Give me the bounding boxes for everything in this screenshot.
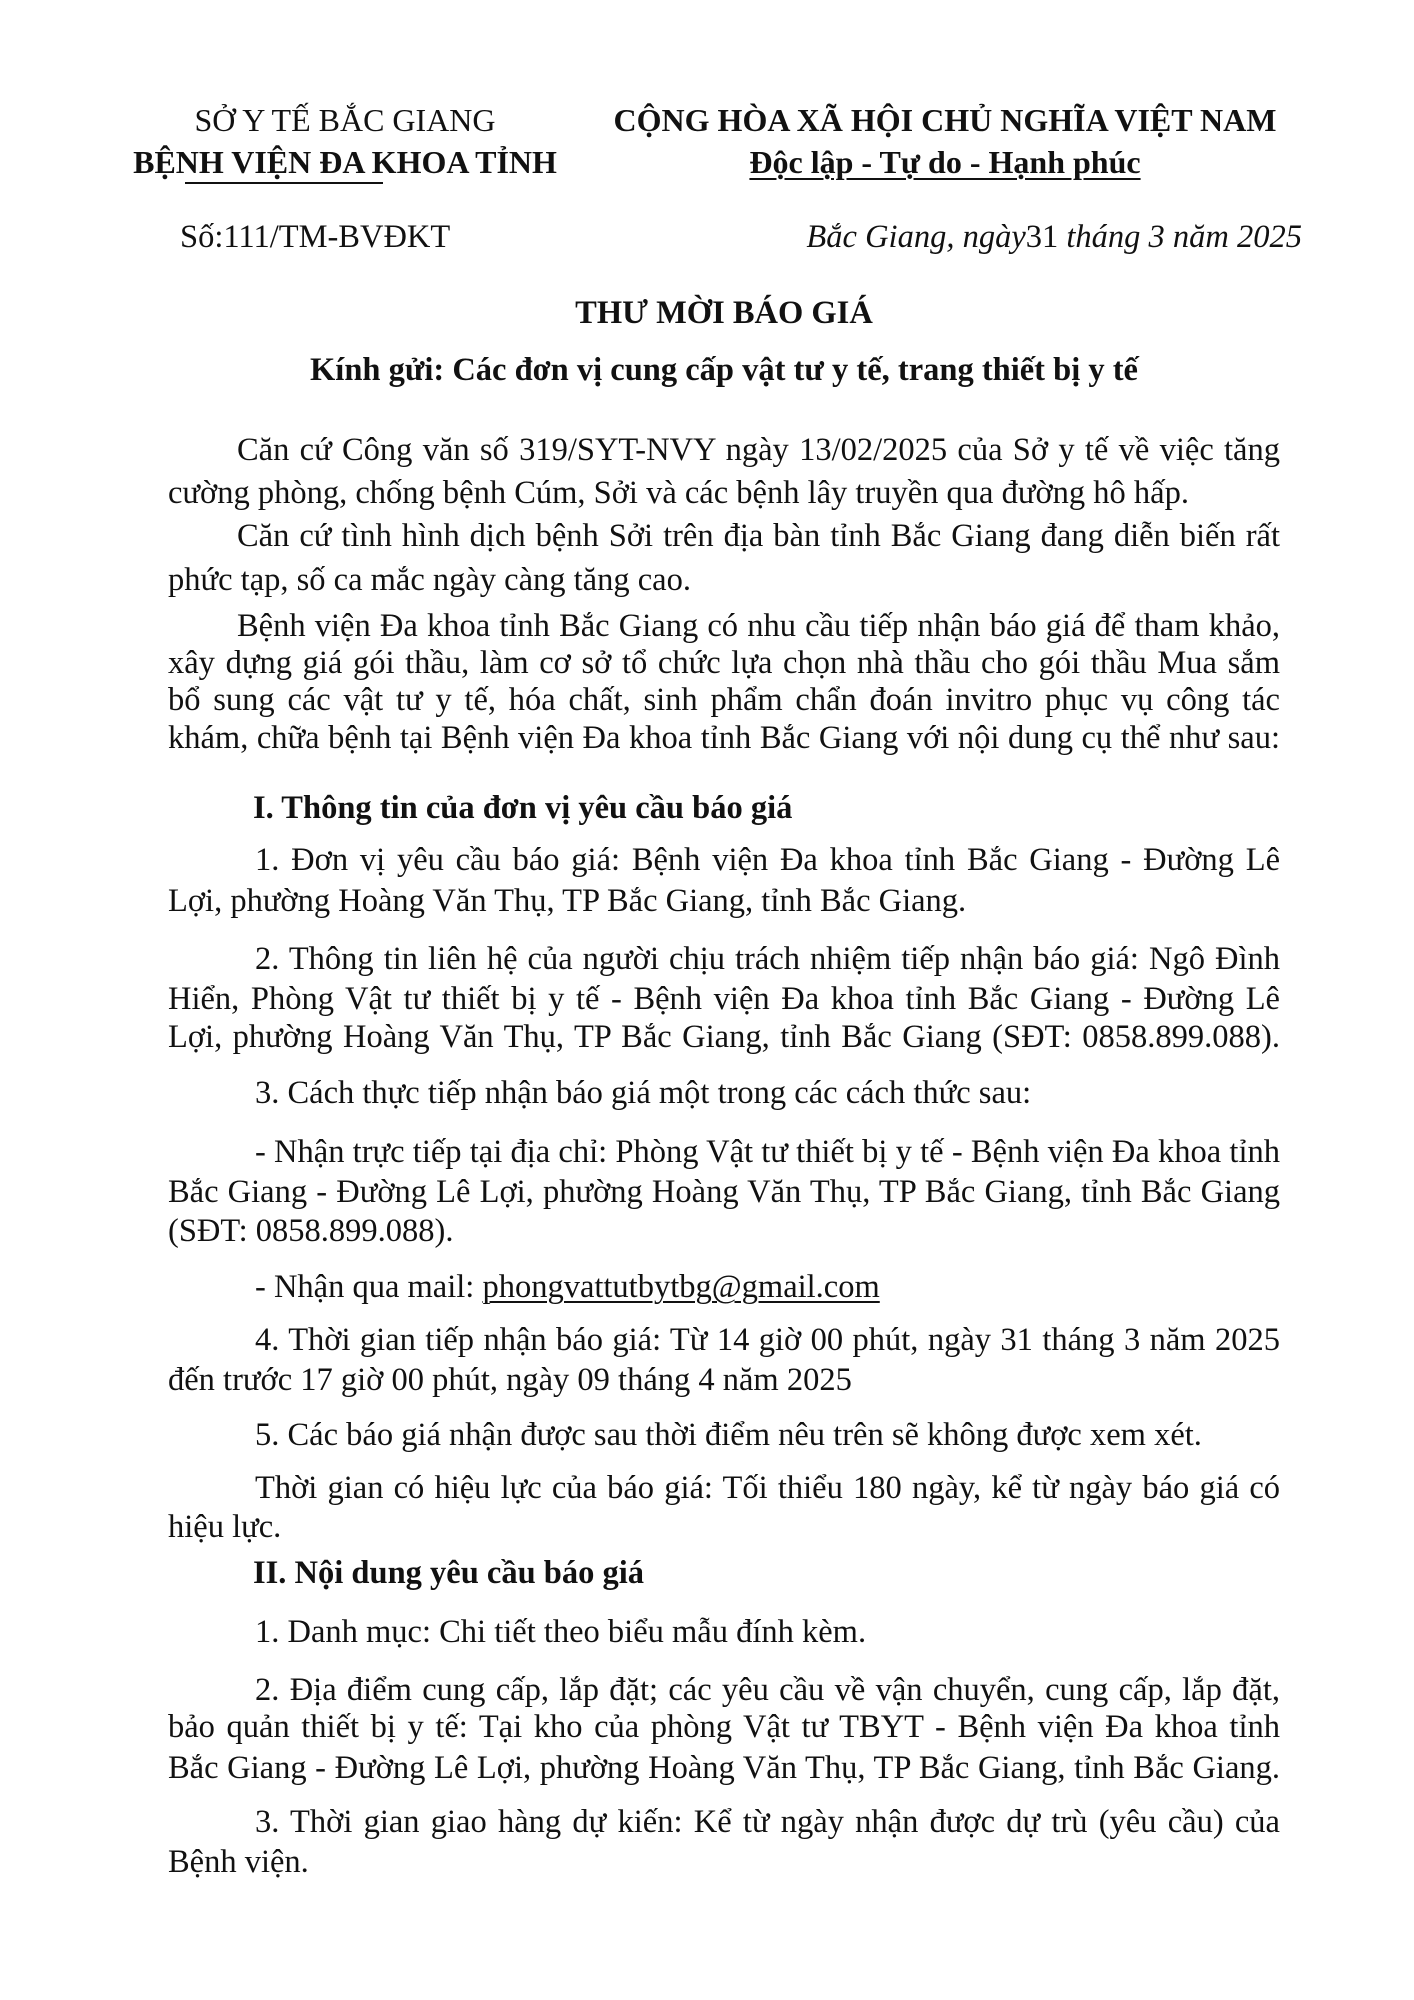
section-1-item-2-line: 2. Thông tin liên hệ của người chịu trách nhiệm tiếp nhận báo giá: Ngô Đình (255, 941, 1280, 977)
document-date (760, 217, 1302, 257)
section-2-item-3-line: Bệnh viện. (168, 1844, 309, 1880)
section-1-item-2-line: Hiển, Phòng Vật tư thiết bị y tế - Bệnh viện Đa khoa tỉnh Bắc Giang - Đường Lê (168, 981, 1280, 1017)
document-number: Số:111/TM-BVĐKT (180, 219, 451, 255)
addressee: Kính gửi: Các đơn vị cung cấp vật tư y tế, trang thiết bị y tế (310, 352, 1138, 388)
section-1-item-3: 3. Cách thực tiếp nhận báo giá một trong các cách thức sau: (255, 1075, 1032, 1111)
date-day: 31 (1025, 219, 1059, 255)
section-1-item-3-direct-line: (SĐT: 0858.899.088). (168, 1213, 454, 1249)
date-prefix: Bắc Giang, ngày (806, 219, 1026, 255)
national-title: CỘNG HÒA XÃ HỘI CHỦ NGHĨA VIỆT NAM (613, 102, 1277, 138)
paragraph-request-line: khám, chữa bệnh tại Bệnh viện Đa khoa tỉnh Bắc Giang với nội dung cụ thể như sau: (168, 720, 1280, 756)
section-2-heading: II. Nội dung yêu cầu báo giá (253, 1555, 644, 1591)
paragraph-request-line: bổ sung các vật tư y tế, hóa chất, sinh phẩm chẩn đoán invitro phục vụ công tác (168, 682, 1280, 718)
paragraph-basis-2-line: phức tạp, số ca mắc ngày càng tăng cao. (168, 562, 691, 598)
date-suffix: tháng 3 năm 2025 (1066, 219, 1302, 255)
paragraph-request-line: Bệnh viện Đa khoa tỉnh Bắc Giang có nhu cầu tiếp nhận báo giá để tham khảo, (237, 608, 1280, 644)
paragraph-basis-1-line: cường phòng, chống bệnh Cúm, Sởi và các bệnh lây truyền qua đường hô hấp. (168, 475, 1189, 511)
section-2-item-1: 1. Danh mục: Chi tiết theo biểu mẫu đính kèm. (255, 1614, 867, 1650)
section-1-item-3-direct-line: Bắc Giang - Đường Lê Lợi, phường Hoàng Văn Thụ, TP Bắc Giang, tỉnh Bắc Giang (168, 1174, 1280, 1210)
paragraph-basis-2-line: Căn cứ tình hình dịch bệnh Sởi trên địa bàn tỉnh Bắc Giang đang diễn biến rất (237, 518, 1280, 554)
section-1-item-4-line: 4. Thời gian tiếp nhận báo giá: Từ 14 giờ 00 phút, ngày 31 tháng 3 năm 2025 (255, 1322, 1280, 1358)
section-1-item-3-direct-line: - Nhận trực tiếp tại địa chỉ: Phòng Vật tư thiết bị y tế - Bệnh viện Đa khoa tỉnh (255, 1134, 1280, 1170)
hospital-name: BỆNH VIỆN ĐA KHOA TỈNH (133, 144, 557, 180)
paragraph-basis-1-line: Căn cứ Công văn số 319/SYT-NVY ngày 13/02/2025 của Sở y tế về việc tăng (237, 432, 1280, 468)
header-left-divider (185, 182, 383, 184)
section-1-item-1-line: Lợi, phường Hoàng Văn Thụ, TP Bắc Giang, tỉnh Bắc Giang. (168, 883, 967, 919)
mail-label: - Nhận qua mail: (255, 1269, 483, 1305)
section-1-item-5: 5. Các báo giá nhận được sau thời điểm nêu trên sẽ không được xem xét. (255, 1417, 1202, 1453)
section-1-item-2-line: Lợi, phường Hoàng Văn Thụ, TP Bắc Giang, tỉnh Bắc Giang (SĐT: 0858.899.088). (168, 1019, 1280, 1055)
paragraph-request-line: xây dựng giá gói thầu, làm cơ sở tổ chức lựa chọn nhà thầu cho gói thầu Mua sắm (168, 645, 1280, 681)
letter-title: THƯ MỜI BÁO GIÁ (575, 295, 873, 331)
national-motto (590, 142, 1300, 182)
email-link[interactable]: phongvattutbytbg@gmail.com (482, 1269, 880, 1305)
section-1-validity-line: Thời gian có hiệu lực của báo giá: Tối thiểu 180 ngày, kể từ ngày báo giá có (255, 1470, 1280, 1506)
section-2-item-2-line: bảo quản thiết bị y tế: Tại kho của phòng Vật tư TBYT - Bệnh viện Đa khoa tỉnh (168, 1709, 1280, 1745)
section-1-item-1-line: 1. Đơn vị yêu cầu báo giá: Bệnh viện Đa khoa tỉnh Bắc Giang - Đường Lê (255, 842, 1280, 878)
section-1-validity-line: hiệu lực. (168, 1509, 282, 1545)
national-motto-text: Độc lập - Tự do - Hạnh phúc (749, 144, 1141, 180)
section-1-item-3-mail (255, 1267, 880, 1307)
section-2-item-2-line: Bắc Giang - Đường Lê Lợi, phường Hoàng Văn Thụ, TP Bắc Giang, tỉnh Bắc Giang. (168, 1750, 1280, 1786)
section-2-item-2-line: 2. Địa điểm cung cấp, lắp đặt; các yêu cầu về vận chuyển, cung cấp, lắp đặt, (255, 1672, 1280, 1708)
section-1-item-4-line: đến trước 17 giờ 00 phút, ngày 09 tháng 4 năm 2025 (168, 1362, 852, 1398)
agency-name: SỞ Y TẾ BẮC GIANG (194, 102, 496, 138)
section-1-heading: I. Thông tin của đơn vị yêu cầu báo giá (253, 790, 793, 826)
section-2-item-3-line: 3. Thời gian giao hàng dự kiến: Kể từ ngày nhận được dự trù (yêu cầu) của (255, 1804, 1280, 1840)
